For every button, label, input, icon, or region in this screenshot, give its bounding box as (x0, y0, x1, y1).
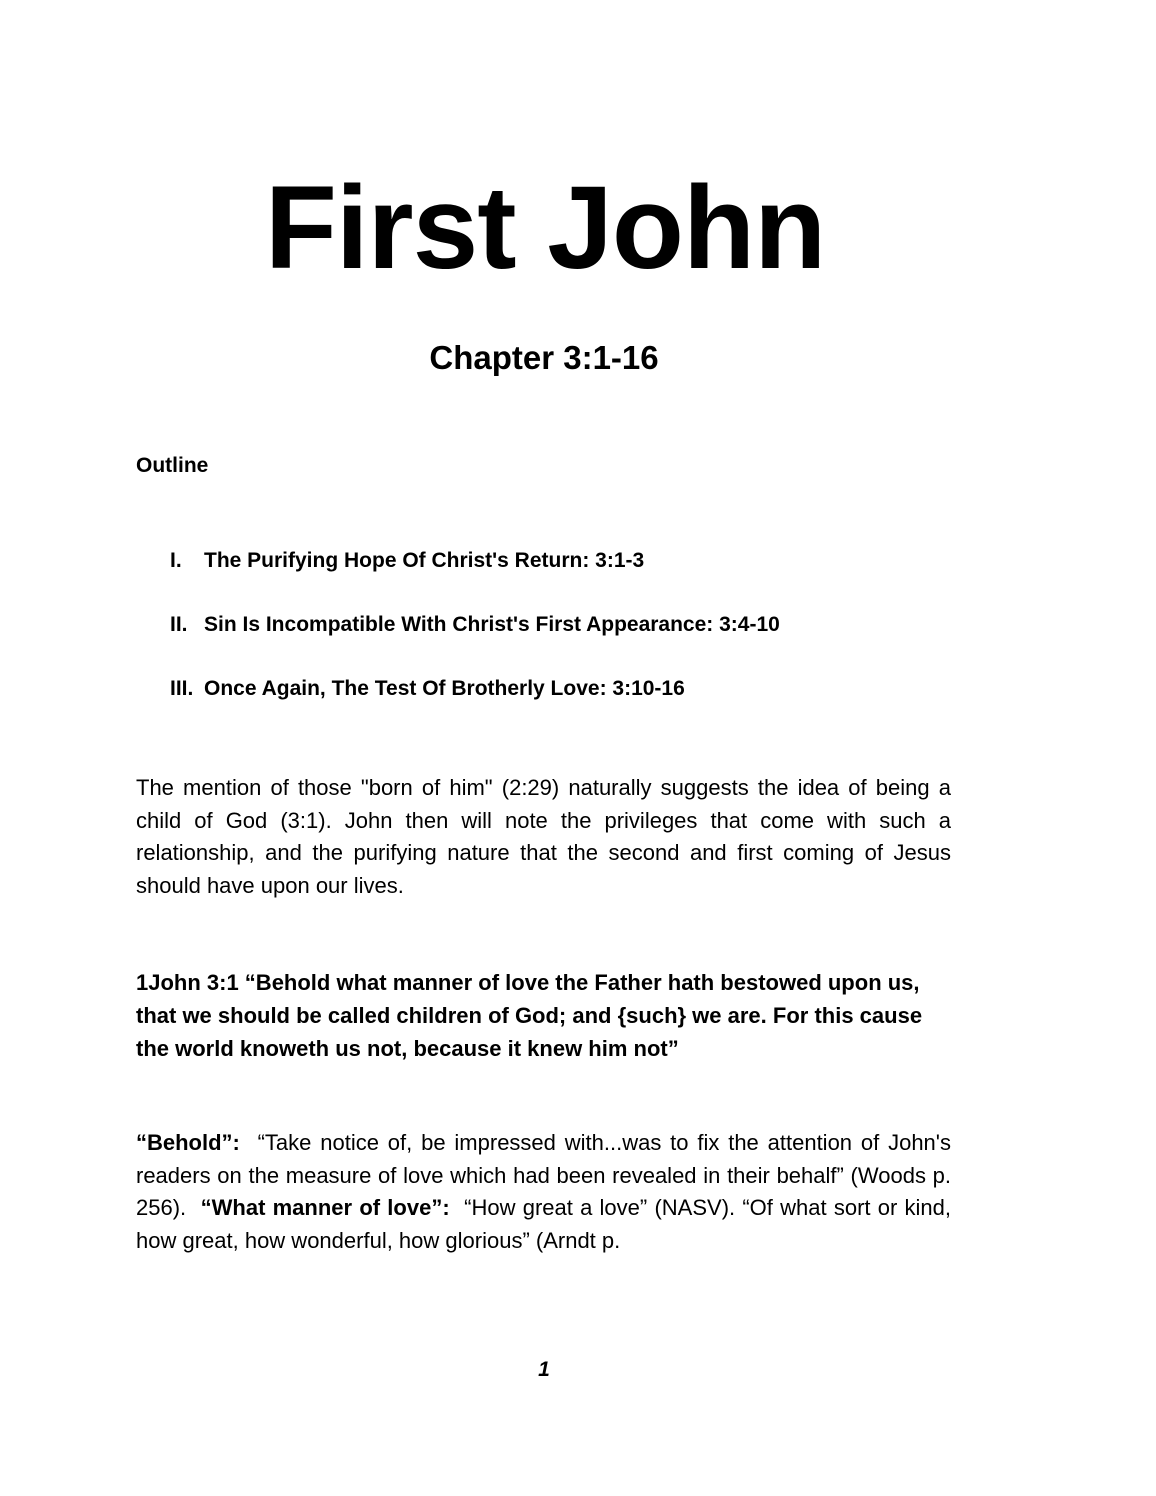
commentary-text: “Take notice of, be impressed with...was to fix the attention of John's readers on the measure of love which had been revealed in their behalf” (Woods p. 256). (136, 1130, 951, 1220)
commentary-term: “What manner of love”: (200, 1195, 450, 1220)
outline-numeral: I. (170, 549, 182, 572)
outline-item (170, 610, 780, 674)
intro-paragraph: The mention of those "born of him" (2:29) naturally suggests the idea of being a child of God (3:1). John then will note the privileges that come with such a relationship, and the purifying nature that the second and first coming of Jesus should have upon our lives. (136, 775, 951, 898)
outline-list (170, 546, 780, 738)
outline-text: Once Again, The Test Of Brotherly Love: 3:10-16 (204, 677, 685, 700)
document-title: First John (264, 162, 826, 294)
chapter-subtitle: Chapter 3:1-16 (429, 339, 659, 376)
outline-item (170, 546, 780, 610)
outline-numeral: II. (170, 613, 188, 636)
commentary-text: “How great a love” (NASV). “Of what sort or kind, how great, how wonderful, how glorious” (Arndt p. (136, 1195, 951, 1253)
outline-text: Sin Is Incompatible With Christ's First Appearance: 3:4-10 (204, 613, 780, 636)
outline-heading: Outline (136, 454, 209, 477)
page-number: 1 (538, 1358, 550, 1381)
commentary-term: “Behold”: (136, 1130, 240, 1155)
verse-quote: 1John 3:1 “Behold what manner of love the Father hath bestowed upon us, that we should be called children of God; and {such} we are. For this cause the world knoweth us not, because it knew him not” (136, 970, 923, 1061)
outline-item (170, 674, 780, 738)
outline-numeral: III. (170, 677, 194, 700)
commentary-paragraph (136, 1127, 951, 1257)
outline-text: The Purifying Hope Of Christ's Return: 3:1-3 (204, 549, 645, 572)
